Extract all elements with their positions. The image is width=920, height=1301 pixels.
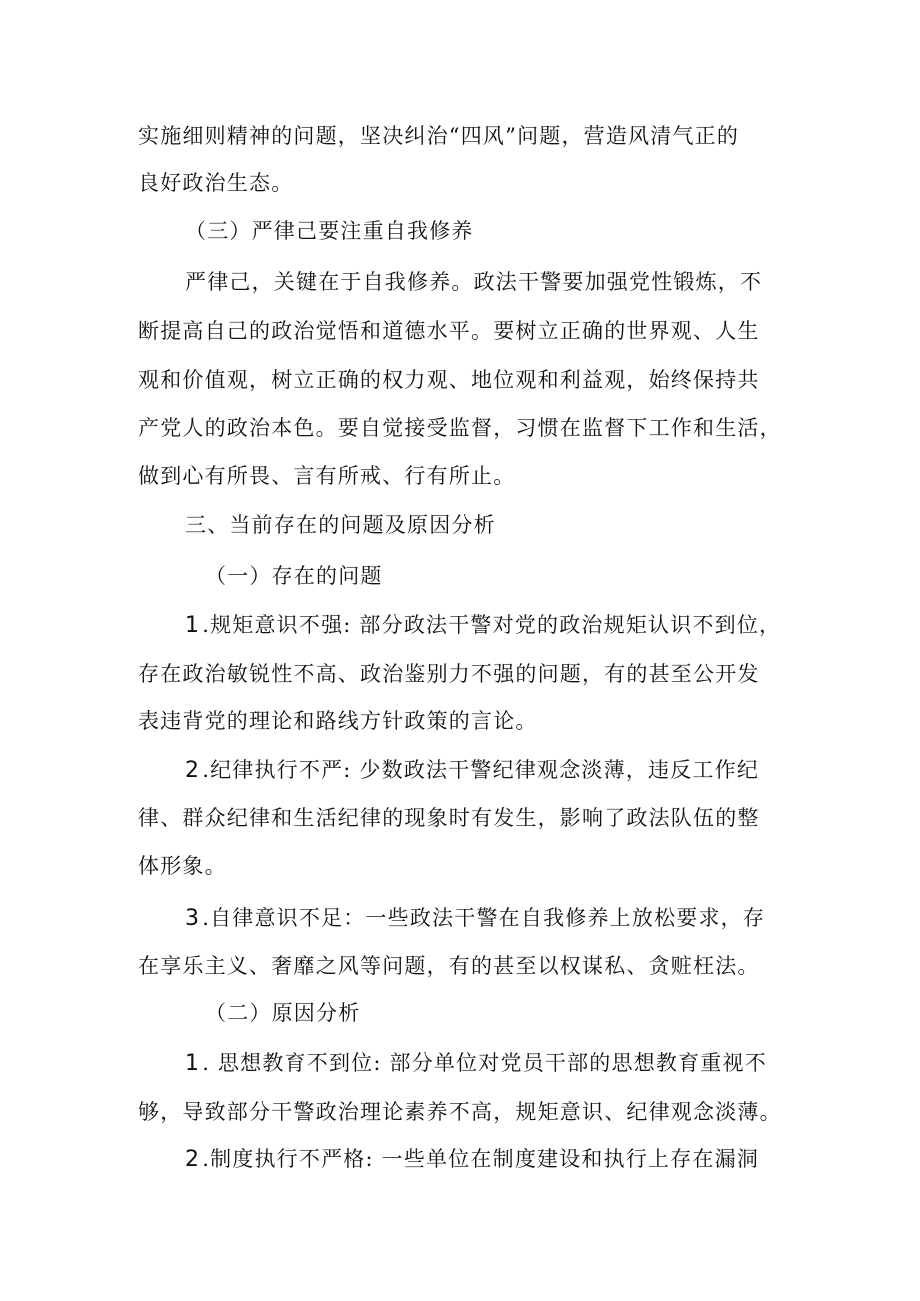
numbered-item bbox=[185, 610, 845, 640]
paragraph-line: 表违背党的理论和路线方针政策的言论。 bbox=[138, 709, 538, 733]
numbered-item bbox=[185, 903, 845, 933]
numbered-item bbox=[185, 1048, 845, 1078]
paragraph-line: 存在政治敏锐性不高、政治鉴别力不强的问题，有的甚至公开发 bbox=[138, 662, 760, 686]
paragraph-line: 在享乐主义、奢靡之风等问题，有的甚至以权谋私、贪赃枉法。 bbox=[138, 954, 760, 978]
paragraph-line: 严律己，关键在于自我修养。政法干警要加强党性锻炼，不 bbox=[185, 270, 763, 294]
item-number: 2 bbox=[185, 1147, 201, 1172]
item-number: 2 bbox=[185, 758, 201, 783]
item-text: .制度执行不严格: 一些单位在制度建设和执行上存在漏洞 bbox=[202, 1147, 760, 1171]
item-number: 1 bbox=[185, 613, 201, 638]
item-text: .规矩意识不强: 部分政法干警对党的政治规矩认识不到位， bbox=[202, 613, 782, 637]
paragraph-line: 良好政治生态。 bbox=[138, 171, 294, 195]
paragraph-line: 做到心有所畏、言有所戒、行有所止。 bbox=[138, 464, 516, 488]
paragraph-line: 律、群众纪律和生活纪律的现象时有发生，影响了政法队伍的整 bbox=[138, 806, 760, 830]
paragraph-line: 产党人的政治本色。要自觉接受监督，习惯在监督下工作和生活， bbox=[138, 416, 782, 440]
paragraph-line: 实施细则精神的问题，坚决纠治“四风”问题，营造风清气正的 bbox=[138, 124, 740, 148]
section-heading: （二）原因分析 bbox=[205, 1001, 361, 1025]
paragraph-line: 观和价值观，树立正确的权力观、地位观和利益观，始终保持共 bbox=[138, 368, 760, 392]
chapter-heading: 三、当前存在的问题及原因分析 bbox=[185, 513, 496, 537]
paragraph-line: 够，导致部分干警政治理论素养不高，规矩意识、纪律观念淡薄。 bbox=[138, 1100, 782, 1124]
paragraph-line: 断提高自己的政治觉悟和道德水平。要树立正确的世界观、人生 bbox=[138, 319, 760, 343]
item-number: 3 bbox=[185, 906, 201, 931]
numbered-item bbox=[185, 755, 845, 785]
item-text: . 思想教育不到位: 部分单位对党员干部的思想教育重视不 bbox=[202, 1051, 767, 1075]
section-heading: （一）存在的问题 bbox=[205, 564, 383, 588]
paragraph-line: 体形象。 bbox=[138, 854, 227, 878]
numbered-item bbox=[185, 1144, 845, 1174]
section-heading: （三）严律己要注重自我修养 bbox=[185, 219, 474, 243]
item-number: 1 bbox=[185, 1051, 201, 1076]
item-text: .自律意识不足：一些政法干警在自我修养上放松要求，存 bbox=[202, 906, 766, 930]
item-text: .纪律执行不严: 少数政法干警纪律观念淡薄，违反工作纪 bbox=[202, 758, 760, 782]
